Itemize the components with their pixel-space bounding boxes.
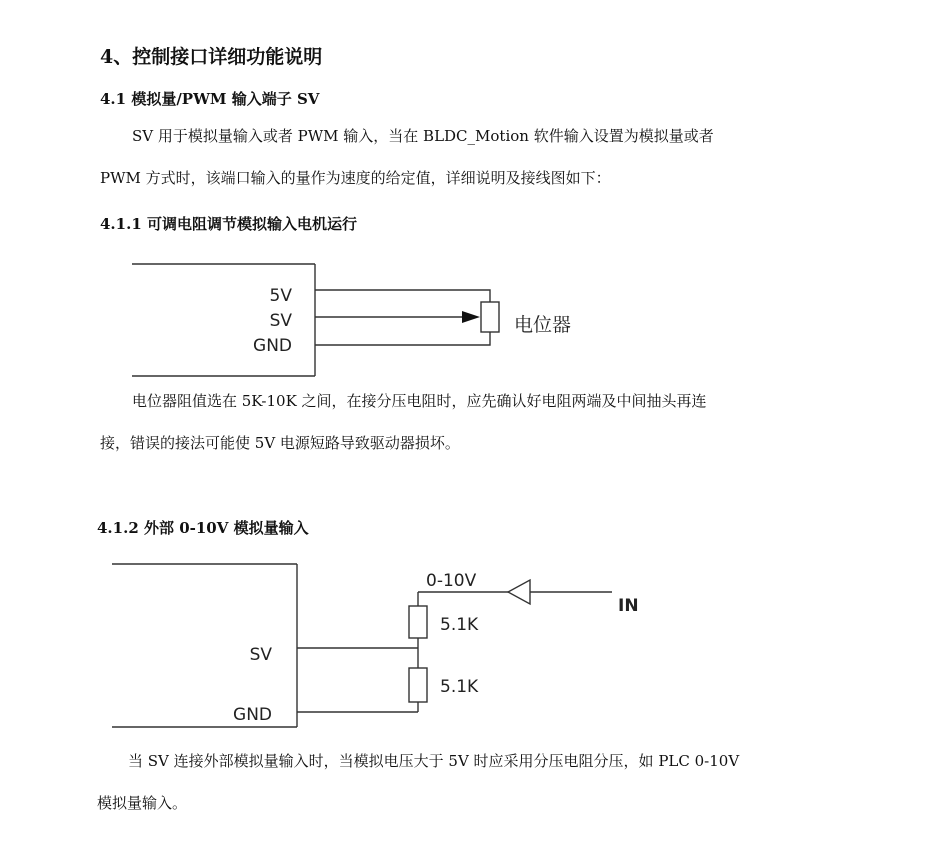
paragraph-3-line-2: 模拟量输入。 (97, 794, 188, 812)
subsection-4-1-2-title: 4.1.2 外部 0-10V 模拟量输入 (97, 519, 309, 537)
subsection-4-1-title: 4.1 模拟量/PWM 输入端子 SV (100, 90, 320, 108)
paragraph-2-line-2: 接，错误的接法可能使 5V 电源短路导致驱动器损坏。 (100, 434, 460, 452)
subsection-4-1-1-title: 4.1.1 可调电阻调节模拟输入电机运行 (100, 215, 357, 233)
paragraph-1-line-1: SV 用于模拟量输入或者 PWM 输入，当在 BLDC_Motion 软件输入设置为模拟量或者 (132, 127, 714, 145)
paragraph-1-line-2: PWM 方式时，该端口输入的量作为速度的给定值，详细说明及接线图如下： (100, 169, 611, 187)
wiper-arrow-icon (462, 311, 480, 323)
divider-resistor-1 (409, 606, 427, 638)
diagram2-pin-sv: SV (249, 645, 272, 665)
input-buffer-triangle-icon (508, 580, 530, 604)
diagram2-input-label: IN (618, 596, 639, 616)
diagram1-pin-gnd: GND (253, 336, 292, 356)
paragraph-2-line-1: 电位器阻值选在 5K-10K 之间，在接分压电阻时，应先确认好电阻两端及中间抽头再连 (132, 392, 707, 410)
potentiometer-symbol (481, 302, 499, 332)
diagram2-input-range: 0-10V (426, 571, 477, 591)
diagram1-pin-sv: SV (269, 311, 292, 331)
divider-resistor-2 (409, 668, 427, 702)
diagram2-pin-gnd: GND (233, 705, 272, 725)
section-title: 4、控制接口详细功能说明 (100, 46, 323, 68)
diagram2-r2-label: 5.1K (440, 677, 479, 697)
diagram1-pin-5v: 5V (269, 286, 292, 306)
diagram1-component-label: 电位器 (514, 314, 572, 336)
paragraph-3-line-1: 当 SV 连接外部模拟量输入时，当模拟电压大于 5V 时应采用分压电阻分压，如 PLC 0-10V (128, 752, 740, 770)
diagram2-r1-label: 5.1K (440, 615, 479, 635)
